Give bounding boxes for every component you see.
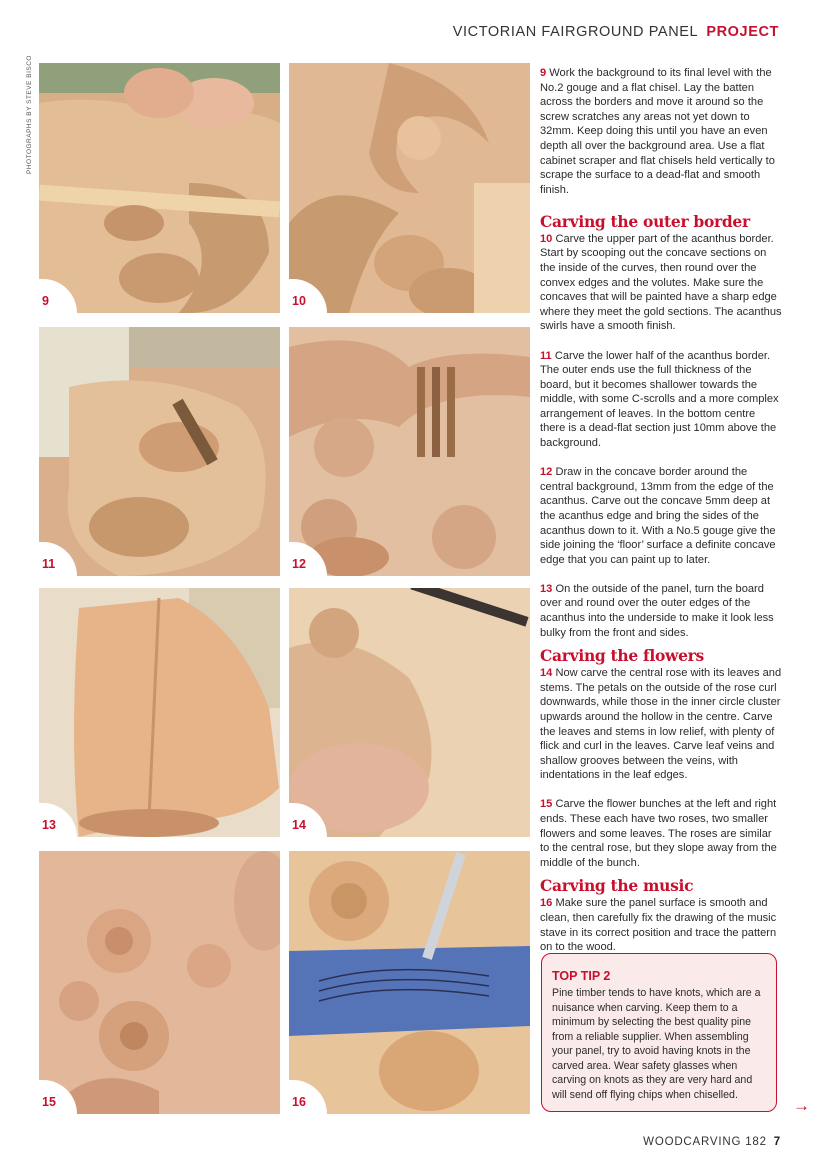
photo-13-image bbox=[39, 588, 280, 837]
photo-16 bbox=[289, 851, 530, 1114]
top-tip-text: Pine timber tends to have knots, which are a nuisance when carving. Keep them to a minimum by selecting the best quality pine from a reliable supplier. When assembling your panel, try to avoid having knots in the carved area. Wear safety glasses when carving on knots as they are very hard and will send off flying chips when chiselled. bbox=[552, 987, 761, 1101]
section-title: VICTORIAN FAIRGROUND PANEL bbox=[452, 24, 698, 40]
step-10 bbox=[540, 232, 782, 334]
photo-number-9: 9 bbox=[39, 279, 77, 313]
step-text: Carve the lower half of the acanthus border. The outer ends use the full thickness of the board, but it becomes shallower towards the middle, with some C-scrolls and a more complex arrangement of leaves. In the bottom centre there is a dead-flat section just 10mm above the background. bbox=[540, 349, 779, 450]
step-text: On the outside of the panel, turn the board over and round over the outer edges of the acanthus into the underside to make it look less bulky from the front and sides. bbox=[540, 582, 774, 639]
photo-10 bbox=[289, 63, 530, 313]
magazine-issue: WOODCARVING 182 bbox=[643, 1136, 767, 1148]
step-9 bbox=[540, 66, 782, 197]
photo-10-image bbox=[289, 63, 530, 313]
step-16 bbox=[540, 896, 782, 954]
photo-number-12: 12 bbox=[289, 542, 327, 576]
photo-15-image bbox=[39, 851, 280, 1114]
photo-15 bbox=[39, 851, 280, 1114]
step-number: 13 bbox=[540, 582, 553, 595]
heading-outer-border: Carving the outer border bbox=[540, 211, 750, 231]
photo-number-14: 14 bbox=[289, 803, 327, 837]
top-tip-box bbox=[541, 953, 777, 1112]
photo-credit bbox=[26, 55, 38, 184]
section-tag: PROJECT bbox=[706, 24, 779, 40]
photo-number-13: 13 bbox=[39, 803, 77, 837]
photo-number-16: 16 bbox=[289, 1080, 327, 1114]
photo-number-15: 15 bbox=[39, 1080, 77, 1114]
step-text: Work the background to its final level with the No.2 gouge and a flat chisel. Lay the batten across the borders and move it around so the screw scratches any areas not yet down to 32mm. Keep doing this until you have an even depth all over the background area. Use a flat cabinet scraper and flat chisels held vertically to scrape the surface to a dead-flat and smooth finish. bbox=[540, 67, 775, 196]
photo-13 bbox=[39, 588, 280, 837]
photo-number-11: 11 bbox=[39, 542, 77, 576]
step-text: Carve the flower bunches at the left and right ends. These each have two roses, two smaller flowers and some leaves. The roses are similar to the central rose, but they slope away from the middle of the bunch. bbox=[540, 798, 777, 869]
step-15 bbox=[540, 797, 782, 870]
step-text: Carve the upper part of the acanthus border. Start by scooping out the concave sections on the inside of the curves, then round over the convex edges and the volutes. Make sure the concaves that will be painted have a sharp edge where they meet the gold sections. The acanthus swirls have a smooth finish. bbox=[540, 232, 782, 333]
step-14 bbox=[540, 666, 782, 783]
step-number: 12 bbox=[540, 466, 553, 479]
step-12 bbox=[540, 465, 782, 567]
photo-number-10: 10 bbox=[289, 279, 327, 313]
step-text: Draw in the concave border around the central background, 13mm from the edge of the acanthus. Carve out the concave 5mm deep at the acanthus edge and bring the sides of the acanthus down to it. With a No.5 gouge give the side joining the ‘floor’ surface a definite concave edge that you can paint up to later. bbox=[540, 466, 776, 566]
heading-music: Carving the music bbox=[540, 876, 694, 896]
photo-9-image bbox=[39, 63, 280, 313]
photo-14 bbox=[289, 588, 530, 837]
photo-11-image bbox=[39, 327, 280, 576]
photo-12 bbox=[289, 327, 530, 576]
step-number: 16 bbox=[540, 897, 553, 910]
continue-arrow-icon: → bbox=[793, 1096, 810, 1115]
page-footer bbox=[643, 1136, 781, 1148]
article-text bbox=[540, 66, 782, 969]
step-text: Now carve the central rose with its leaves and stems. The petals on the outside of the rose curl downwards, while those in the inner circle cluster upwards around the hollow in the centre. Carve the leaves and stems in low relief, with plenty of flick and curl in the leaves. Carve leaf veins and shallow grooves between the veins, with indentations in the leaf edges. bbox=[540, 667, 782, 782]
photo-14-image bbox=[289, 588, 530, 837]
step-number: 11 bbox=[540, 349, 552, 362]
photo-11 bbox=[39, 327, 280, 576]
step-11 bbox=[540, 349, 782, 451]
photo-credit-text: PHOTOGRAPHS BY STEVE BISCO bbox=[26, 55, 33, 174]
photo-16-image bbox=[289, 851, 530, 1114]
step-text: Make sure the panel surface is smooth and clean, then carefully fix the drawing of the music stave in its correct position and trace the pattern on to the wood. bbox=[540, 897, 777, 954]
photo-9 bbox=[39, 63, 280, 313]
step-number: 10 bbox=[540, 232, 553, 245]
step-number: 9 bbox=[540, 67, 547, 79]
running-header bbox=[453, 24, 779, 40]
page-number: 7 bbox=[773, 1136, 781, 1148]
step-13 bbox=[540, 582, 782, 640]
photo-12-image bbox=[289, 327, 530, 576]
top-tip-title: TOP TIP 2 bbox=[552, 969, 611, 983]
heading-flowers: Carving the flowers bbox=[540, 646, 704, 666]
step-number: 14 bbox=[540, 667, 553, 680]
step-number: 15 bbox=[540, 798, 553, 811]
